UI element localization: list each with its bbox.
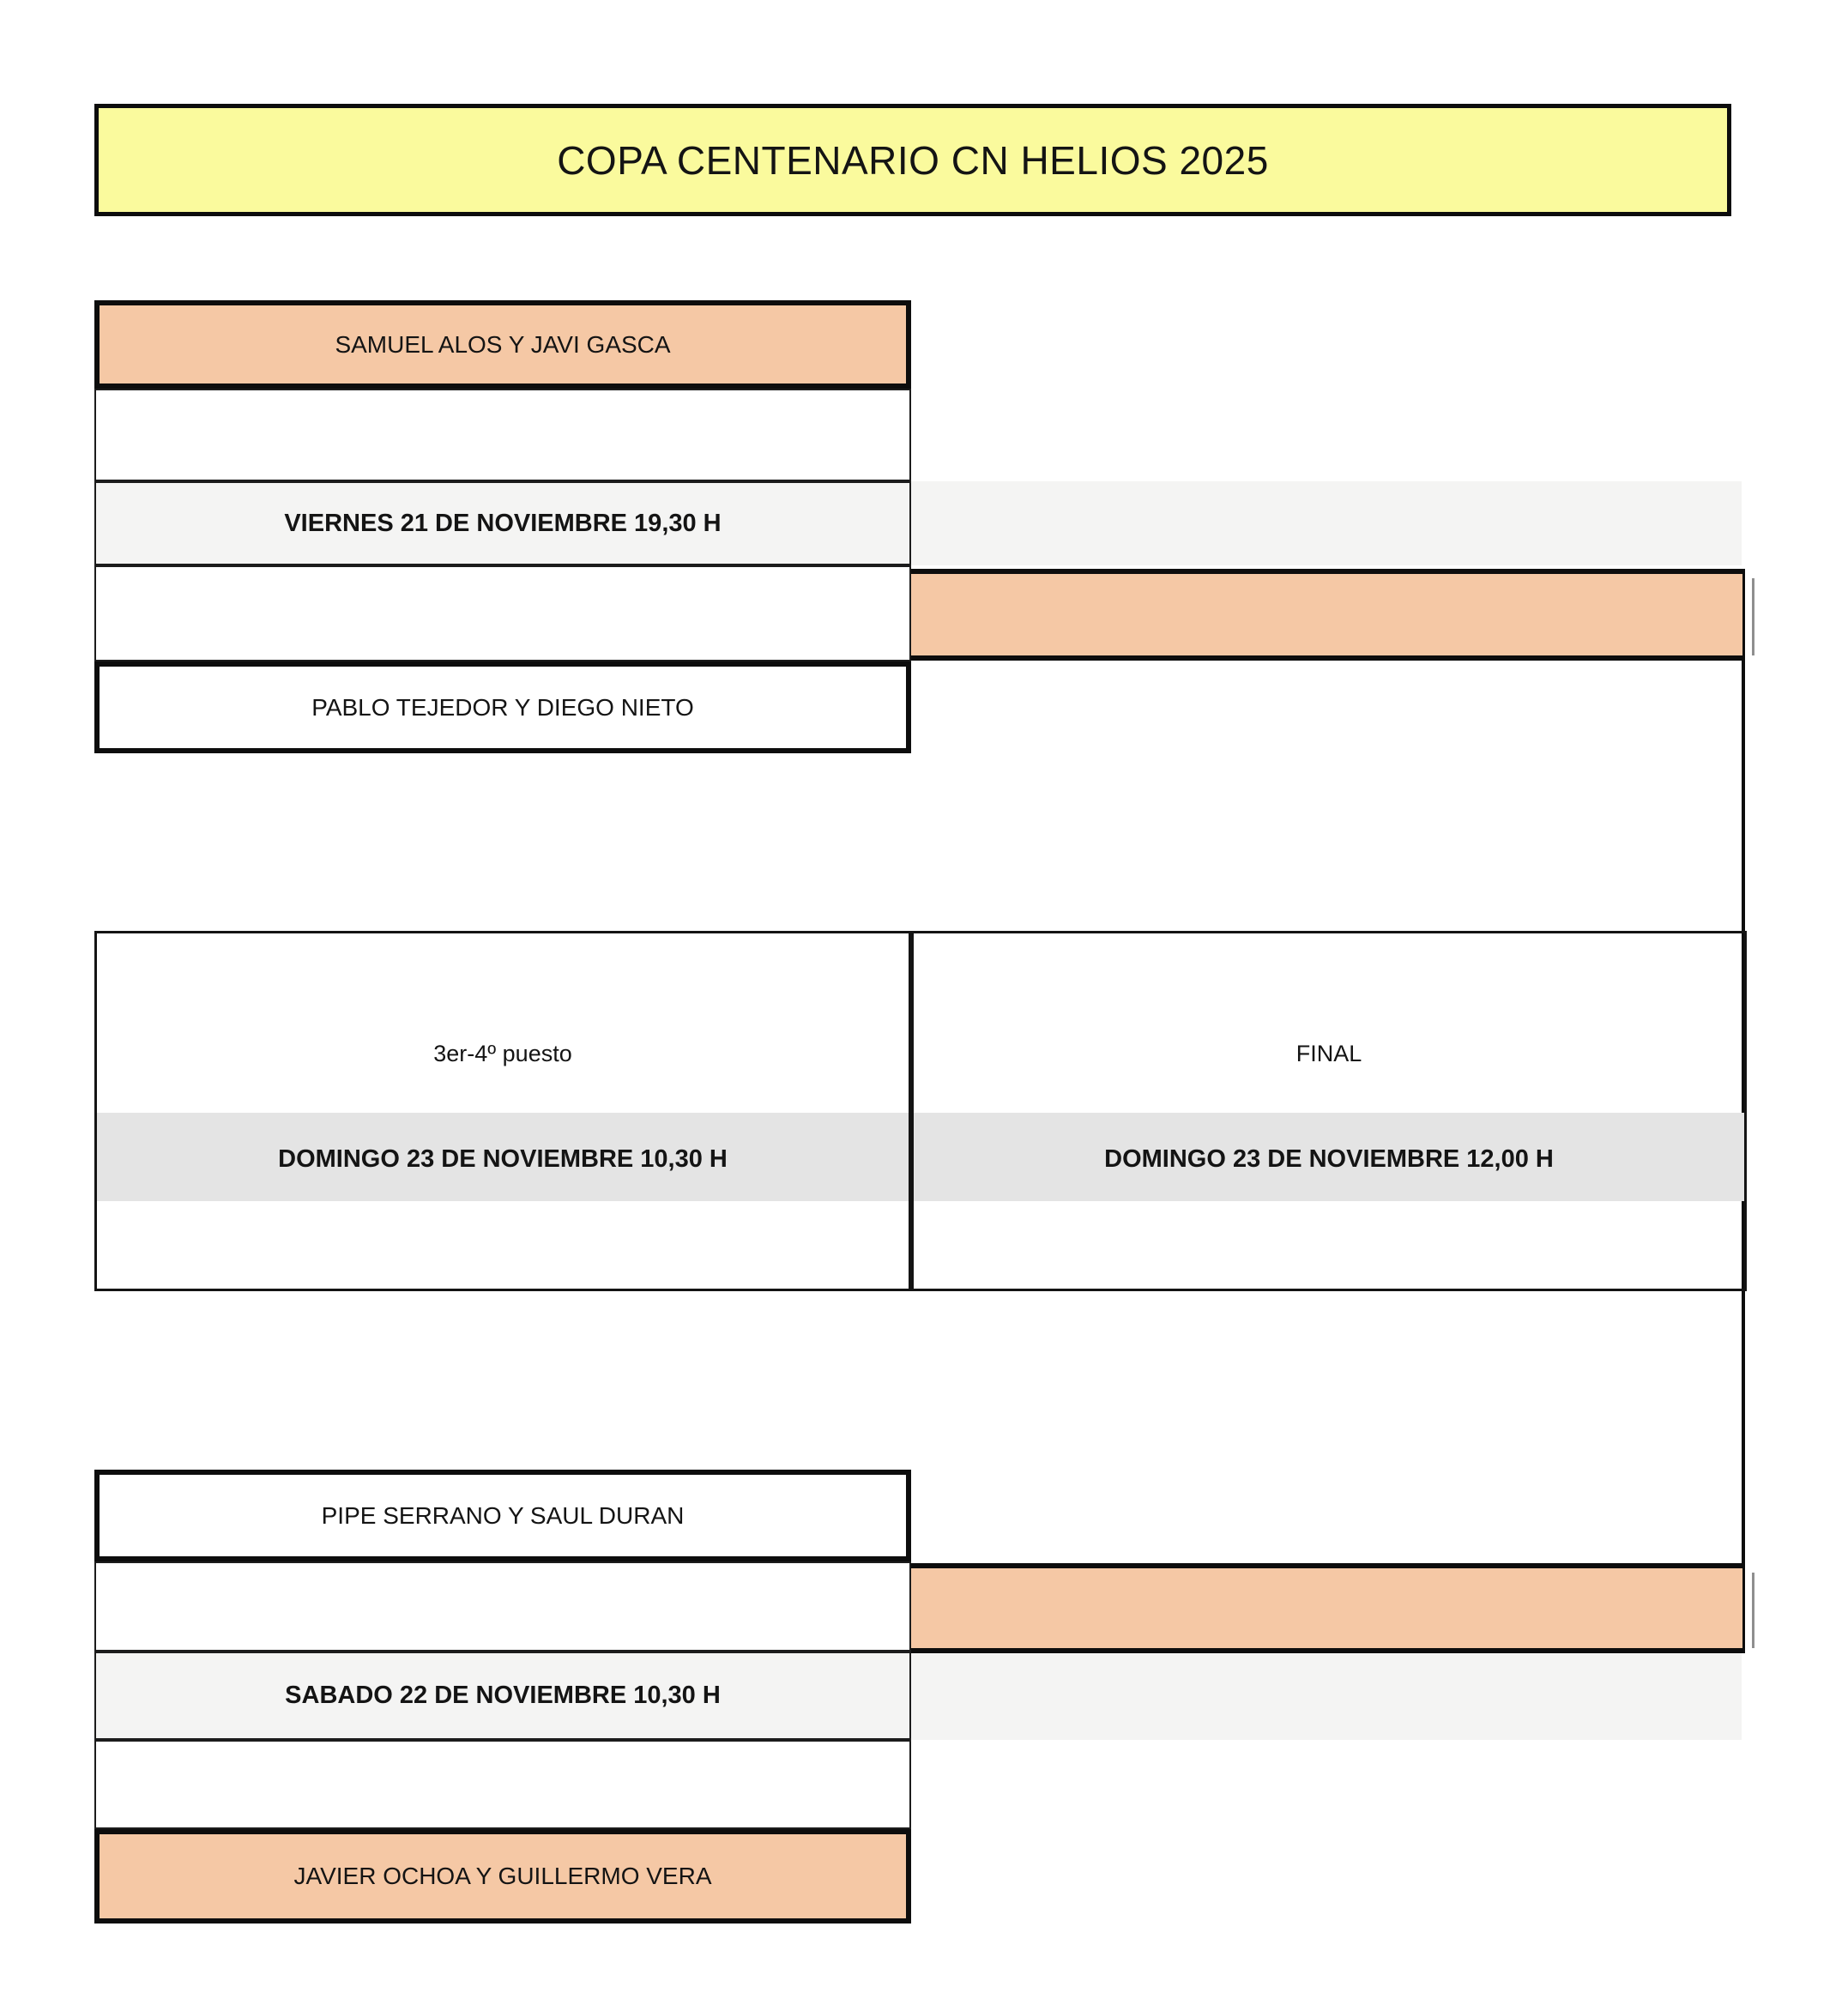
team-box-semifinal2-bottom: JAVIER OCHOA Y GUILLERMO VERA: [94, 1829, 911, 1923]
schedule-cell-semifinal2: SABADO 22 DE NOVIEMBRE 10,30 H: [94, 1652, 911, 1740]
team-box-semifinal1-bottom: PABLO TEJEDOR Y DIEGO NIETO: [94, 661, 911, 753]
winner-slot-semifinal2-shadow: [1752, 1573, 1754, 1648]
third-place-label: 3er-4º puesto: [433, 1040, 572, 1066]
tournament-title-banner: COPA CENTENARIO CN HELIOS 2025: [94, 104, 1731, 216]
empty-cell-semifinal2-upper: [94, 1561, 911, 1652]
winner-slot-semifinal2: [911, 1563, 1745, 1653]
third-place-schedule: DOMINGO 23 DE NOVIEMBRE 10,30 H: [278, 1145, 728, 1173]
team-box-semifinal1-top: SAMUEL ALOS Y JAVI GASCA: [94, 300, 911, 389]
team-box-semifinal2-top: PIPE SERRANO Y SAUL DURAN: [94, 1470, 911, 1561]
winner-slot-semifinal1: [911, 569, 1745, 661]
empty-cell-semifinal2-lower: [94, 1740, 911, 1829]
match-box-third-place: [94, 931, 911, 1291]
winner-slot-semifinal1-shadow: [1752, 578, 1754, 655]
final-label: FINAL: [1295, 1040, 1362, 1066]
empty-cell-semifinal1-upper: [94, 389, 911, 481]
schedule-cell-semifinal1: VIERNES 21 DE NOVIEMBRE 19,30 H: [94, 481, 911, 565]
empty-cell-semifinal1-lower: [94, 565, 911, 661]
final-schedule: DOMINGO 23 DE NOVIEMBRE 12,00 H: [1104, 1145, 1554, 1173]
match-box-final: [911, 931, 1747, 1291]
